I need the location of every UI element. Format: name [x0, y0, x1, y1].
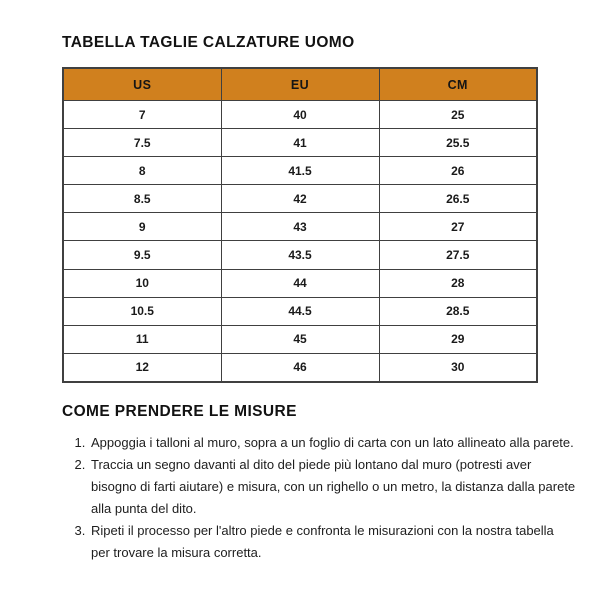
table-row	[63, 185, 537, 213]
table-cell: 26	[379, 157, 537, 185]
table-row	[63, 269, 537, 297]
table-row	[63, 325, 537, 353]
table-row	[63, 297, 537, 325]
table-cell: 43	[221, 213, 379, 241]
page-title: TABELLA TAGLIE CALZATURE UOMO	[62, 34, 355, 51]
table-cell: 42	[221, 185, 379, 213]
table-cell: 40	[221, 101, 379, 129]
table-cell: 27.5	[379, 241, 537, 269]
table-cell: 8	[63, 157, 221, 185]
table-cell: 10	[63, 269, 221, 297]
size-table-head	[63, 68, 537, 101]
table-cell: 45	[221, 325, 379, 353]
table-cell: 9	[63, 213, 221, 241]
instructions-title: COME PRENDERE LE MISURE	[62, 402, 297, 420]
table-cell: 46	[221, 353, 379, 382]
table-cell: 10.5	[63, 297, 221, 325]
table-cell: 41.5	[221, 157, 379, 185]
table-cell: 7	[63, 101, 221, 129]
table-row	[63, 157, 537, 185]
table-cell: 7.5	[63, 129, 221, 157]
instruction-step: 1. Appoggia i talloni al muro, sopra a un foglio di carta con un lato allineato alla parete.	[89, 432, 576, 454]
table-cell: 25	[379, 101, 537, 129]
instruction-step: 2. Traccia un segno davanti al dito del piede più lontano dal muro (potresti aver bisogno di farti aiutare) e misura, con un righello o un metro, la distanza dalla parete alla punta del dito.	[89, 454, 576, 520]
header-cell-eu: EU	[221, 68, 379, 101]
table-cell: 28.5	[379, 297, 537, 325]
header-cell-cm: CM	[379, 68, 537, 101]
table-cell: 29	[379, 325, 537, 353]
table-row	[63, 241, 537, 269]
instruction-step: 3. Ripeti il processo per l'altro piede e confronta le misurazioni con la nostra tabella per trovare la misura corretta.	[89, 520, 576, 564]
table-row	[63, 101, 537, 129]
table-cell: 30	[379, 353, 537, 382]
table-row	[63, 213, 537, 241]
table-cell: 9.5	[63, 241, 221, 269]
table-row	[63, 129, 537, 157]
table-header-row	[63, 68, 537, 101]
header-cell-us: US	[63, 68, 221, 101]
table-cell: 11	[63, 325, 221, 353]
table-cell: 12	[63, 353, 221, 382]
size-table-body	[63, 101, 537, 382]
table-cell: 8.5	[63, 185, 221, 213]
table-cell: 41	[221, 129, 379, 157]
table-cell: 25.5	[379, 129, 537, 157]
table-cell: 28	[379, 269, 537, 297]
table-cell: 27	[379, 213, 537, 241]
size-table	[62, 67, 538, 383]
table-cell: 44	[221, 269, 379, 297]
table-cell: 26.5	[379, 185, 537, 213]
table-cell: 43.5	[221, 241, 379, 269]
instructions-list	[62, 432, 576, 564]
table-cell: 44.5	[221, 297, 379, 325]
table-row	[63, 353, 537, 382]
